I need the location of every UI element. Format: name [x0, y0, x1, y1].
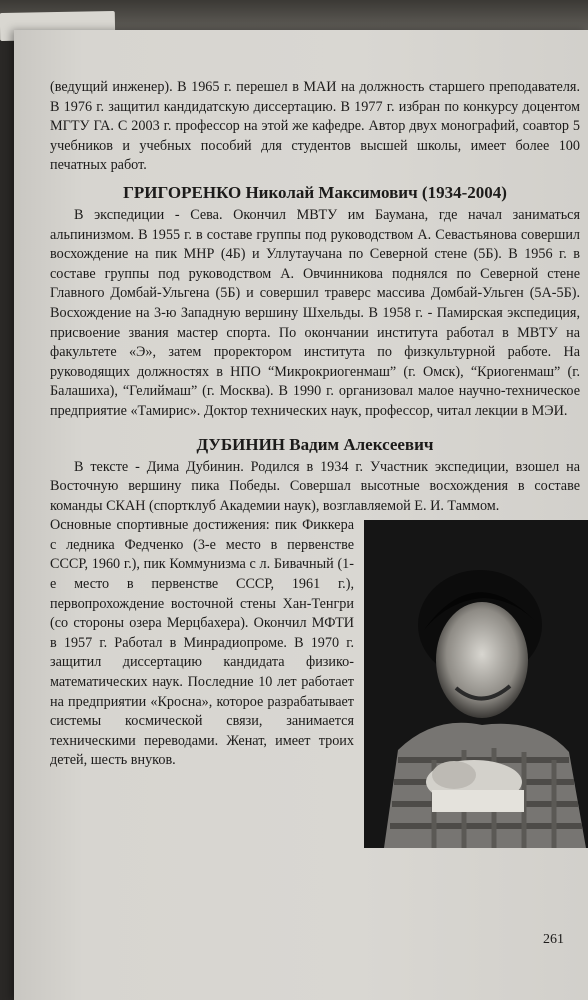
- book-page: [14, 30, 588, 1000]
- section-heading-dubinin: ДУБИНИН Вадим Алексеевич: [196, 434, 434, 454]
- portrait-image: [364, 520, 588, 848]
- bio-grigorenko: В экспедиции - Сева. Окончил МВТУ им Баумана, где начал заниматься альпинизмом. В 1955 г. в составе группы под руководством А. Севастьянова совершил восхождение на пик МНР (4Б) и Уллутаучана по Северной стене (5Б). В 1956 г. в составе группы под руководством А. Овчинникова поднялся по Северной стене Главного Домбай-Ульгена (5Б) и совершил траверс массива Домбай-Ульген (5А-5Б). Восхождение на 3-ю Западную вершину Шхельды. В 1958 г. - Памирская экспедиция, присвоение звания мастер спорта. По окончании института работал в МВТУ на факультете «Э», затем проректором института по физкультурной работе. На руководящих должностях в НПО “Микрокриогенмаш” (г. Омск), “Криогенмаш” (г. Балашиха), “Гелиймаш” (г. Москва). В 1990 г. организовал малое научно-техническое предприятие «Тамирис». Доктор технических наук, профессор, читал лекции в МЭИ.: [50, 206, 580, 419]
- bio-dubinin-achievements: Основные спортивные достижения: пик Фиккера с ледника Федченко (3-е место в первенстве СССР, 1960 г.), пик Коммунизма с л. Бивачный (1-е место в первенстве СССР, 1961 г.), первопрохождение восточной стены Хан-Тенгри (со стороны озера Мерцбахера). Окончил МФТИ в 1957 г. Работал в Минрадиопроме. В 1970 г. защитил диссертацию кандидата физико-математических наук. Последние 10 лет работает на предприятии «Кросна», которое разрабатывает системы космической связи, занимается техническими переводами. Женат, имеет троих детей, шесть внуков.: [50, 517, 354, 769]
- page-text: [50, 78, 580, 848]
- intro-paragraph: (ведущий инженер). В 1965 г. перешел в МАИ на должность старшего преподавателя. В 1976 г. защитил кандидатскую диссертацию. В 1977 г. избран по конкурсу доцентом МГТУ ГА. С 2003 г. профессор на этой же кафедре. Автор двух монографий, соавтор 5 учебников и учебных пособий для студентов высшей школы, имеет более 100 печатных работ.: [50, 79, 580, 174]
- portrait-photo: [364, 520, 588, 848]
- page-number: 261: [543, 932, 564, 947]
- section-heading-grigorenko: ГРИГОРЕНКО Николай Максимович (1934-2004): [123, 182, 507, 202]
- bio-dubinin-intro: В тексте - Дима Дубинин. Родился в 1934 г. Участник экспедиции, взошел на Восточную вершину пика Победы. Совершал высотные восхождения в составе команды СКАН (спортклуб Академии наук), возглавляемой Е. И. Таммом.: [50, 458, 580, 514]
